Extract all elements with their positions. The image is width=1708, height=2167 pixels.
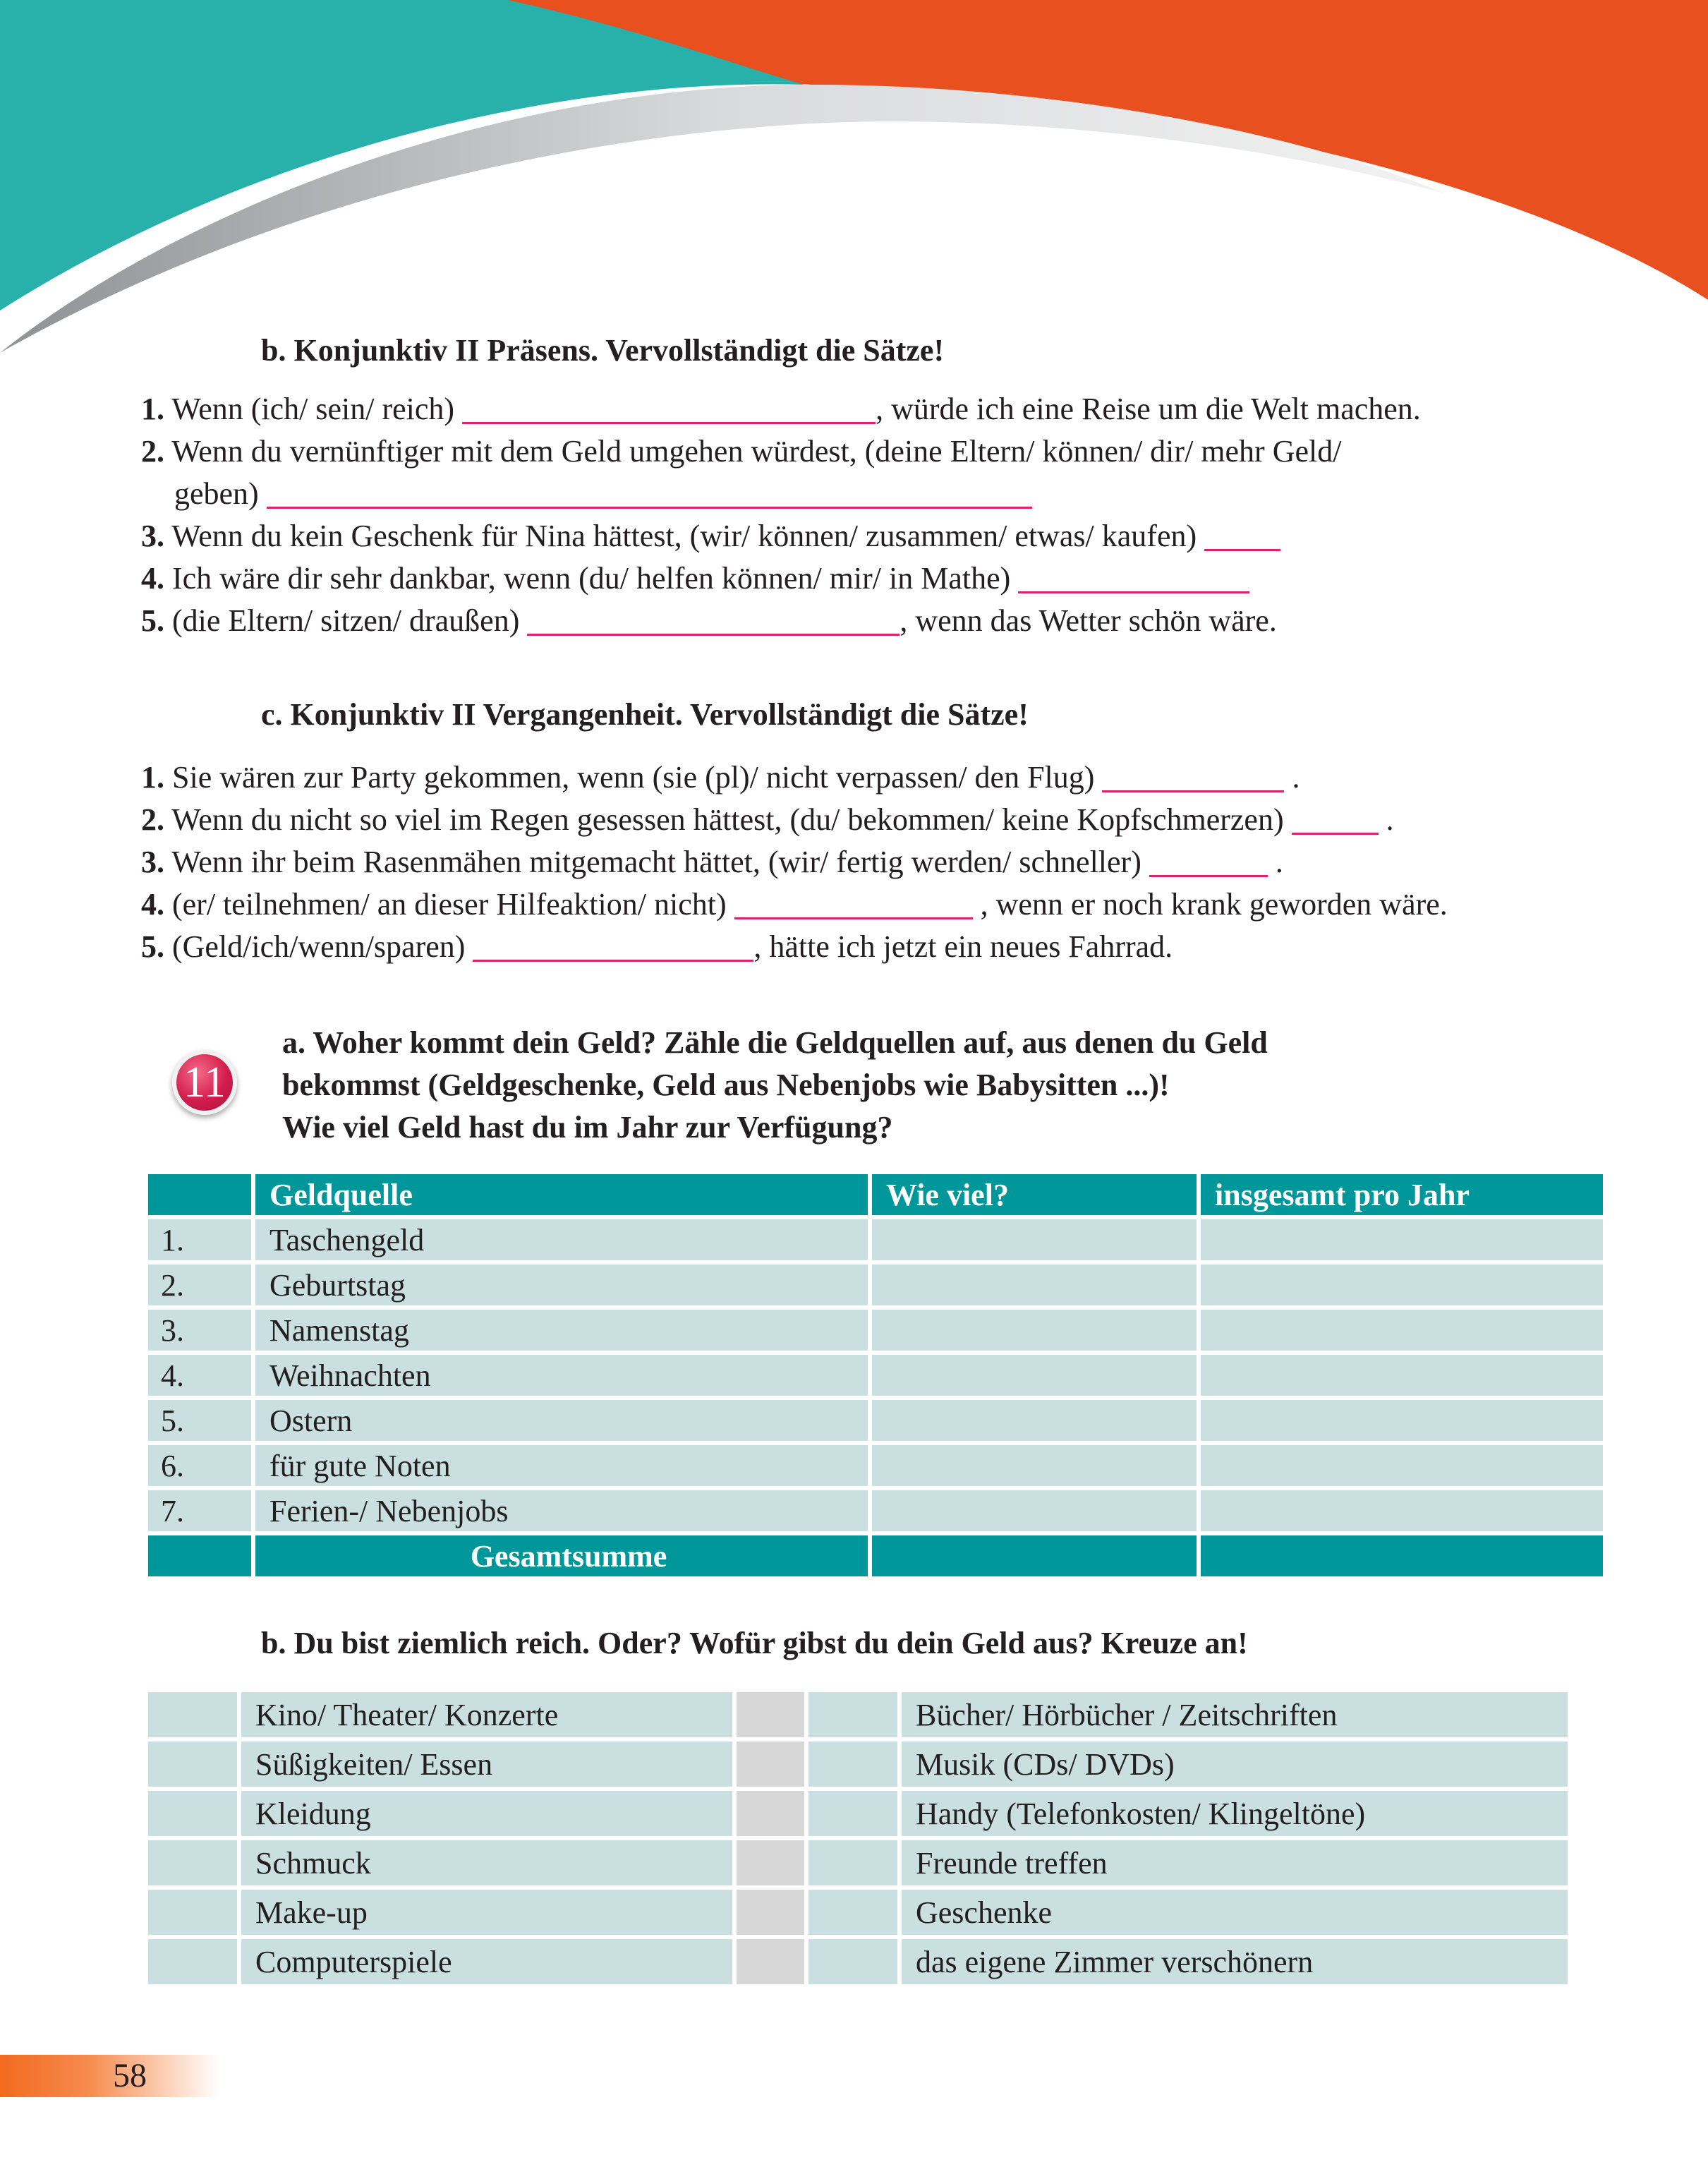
header-number <box>148 1174 251 1215</box>
exercise-c-item-1 <box>141 756 1300 799</box>
total-row <box>148 1535 1603 1576</box>
checkbox[interactable] <box>737 1939 804 1984</box>
year-total-cell[interactable] <box>1201 1310 1603 1351</box>
amount-cell[interactable] <box>872 1445 1197 1486</box>
checkbox[interactable] <box>148 1939 237 1984</box>
total-label: Gesamtsumme <box>255 1535 868 1576</box>
row-source: Ferien-/ Nebenjobs <box>255 1490 868 1531</box>
answer-blank[interactable] <box>527 600 900 636</box>
spending-option: Süßigkeiten/ Essen <box>241 1742 732 1787</box>
item-continuation: . <box>1378 802 1394 837</box>
task-number-badge: 11 <box>172 1050 237 1115</box>
checkbox[interactable] <box>808 1692 897 1737</box>
exercise-b-item-2 <box>141 430 1341 473</box>
checklist-row <box>148 1791 1568 1836</box>
row-number: 6. <box>148 1445 251 1486</box>
item-number: 4. <box>141 887 164 922</box>
checklist-row <box>148 1890 1568 1935</box>
year-total-cell[interactable] <box>1201 1219 1603 1260</box>
header-decoration <box>0 0 1708 367</box>
task-11a-instructions <box>282 1022 1268 1149</box>
spending-option: Schmuck <box>241 1840 732 1885</box>
table-header-row <box>148 1174 1603 1215</box>
total-amount-cell[interactable] <box>872 1535 1197 1576</box>
page-number: 58 <box>113 2057 147 2094</box>
checkbox[interactable] <box>148 1791 237 1836</box>
checkbox[interactable] <box>737 1692 804 1737</box>
exercise-b-item-1 <box>141 388 1421 430</box>
amount-cell[interactable] <box>872 1264 1197 1305</box>
item-prompt: (die Eltern/ sitzen/ draußen) <box>172 603 520 638</box>
exercise-c-item-4 <box>141 883 1448 926</box>
row-number: 5. <box>148 1400 251 1441</box>
year-total-cell[interactable] <box>1201 1400 1603 1441</box>
exercise-c-item-5 <box>141 926 1173 968</box>
spending-checklist <box>144 1688 1572 1988</box>
answer-blank[interactable] <box>1204 515 1280 551</box>
header-per-year: insgesamt pro Jahr <box>1201 1174 1603 1215</box>
item-prompt-cont: geben) <box>174 476 259 511</box>
spending-option: Freunde treffen <box>902 1840 1568 1885</box>
checklist-row <box>148 1742 1568 1787</box>
item-prompt: Wenn du nicht so viel im Regen gesessen hättest, (du/ bekommen/ keine Kopfschmerzen) <box>171 802 1284 837</box>
item-continuation: . <box>1267 845 1283 879</box>
item-continuation: , würde ich eine Reise um die Welt machen. <box>876 392 1421 426</box>
exercise-c-heading: c. Konjunktiv II Vergangenheit. Vervollständigt die Sätze! <box>261 697 1029 732</box>
checkbox[interactable] <box>808 1939 897 1984</box>
item-prompt: Wenn du kein Geschenk für Nina hättest, (wir/ können/ zusammen/ etwas/ kaufen) <box>171 519 1197 553</box>
total-year-cell[interactable] <box>1201 1535 1603 1576</box>
item-prompt: Wenn (ich/ sein/ reich) <box>171 392 455 426</box>
item-number: 4. <box>141 561 164 596</box>
spending-option: Musik (CDs/ DVDs) <box>902 1742 1568 1787</box>
checkbox[interactable] <box>808 1791 897 1836</box>
checkbox[interactable] <box>737 1840 804 1885</box>
item-continuation: , hätte ich jetzt ein neues Fahrrad. <box>753 929 1173 964</box>
table-row <box>148 1355 1603 1396</box>
instruction-line: a. Woher kommt dein Geld? Zähle die Geldquellen auf, aus denen du Geld <box>282 1025 1268 1060</box>
header-amount: Wie viel? <box>872 1174 1197 1215</box>
table-row <box>148 1490 1603 1531</box>
row-source: für gute Noten <box>255 1445 868 1486</box>
year-total-cell[interactable] <box>1201 1445 1603 1486</box>
spending-option: Geschenke <box>902 1890 1568 1935</box>
item-number: 2. <box>141 434 164 469</box>
money-sources-table <box>144 1170 1607 1581</box>
item-number: 3. <box>141 845 164 879</box>
checkbox[interactable] <box>808 1890 897 1935</box>
answer-blank[interactable] <box>267 473 1032 509</box>
item-prompt: Wenn ihr beim Rasenmähen mitgemacht hättet, (wir/ fertig werden/ schneller) <box>171 845 1141 879</box>
spending-option: Kino/ Theater/ Konzerte <box>241 1692 732 1737</box>
checkbox[interactable] <box>148 1742 237 1787</box>
answer-blank[interactable] <box>734 883 973 919</box>
table-row <box>148 1264 1603 1305</box>
answer-blank[interactable] <box>1018 557 1249 593</box>
amount-cell[interactable] <box>872 1219 1197 1260</box>
spending-option: Make-up <box>241 1890 732 1935</box>
year-total-cell[interactable] <box>1201 1264 1603 1305</box>
page-number-tab <box>0 2055 219 2097</box>
row-source: Ostern <box>255 1400 868 1441</box>
item-continuation: , wenn er noch krank geworden wäre. <box>972 887 1448 922</box>
table-row <box>148 1310 1603 1351</box>
item-continuation: . <box>1284 760 1300 795</box>
checklist-row <box>148 1939 1568 1984</box>
answer-blank[interactable] <box>462 388 876 424</box>
item-number: 2. <box>141 802 164 837</box>
row-number: 4. <box>148 1355 251 1396</box>
table-row <box>148 1400 1603 1441</box>
item-number: 3. <box>141 519 164 553</box>
year-total-cell[interactable] <box>1201 1355 1603 1396</box>
answer-blank[interactable] <box>1292 799 1379 835</box>
spending-option: Kleidung <box>241 1791 732 1836</box>
exercise-b-item-4 <box>141 557 1249 600</box>
answer-blank[interactable] <box>1102 756 1284 792</box>
instruction-line: bekommst (Geldgeschenke, Geld aus Nebenjobs wie Babysitten ...)! <box>282 1068 1170 1102</box>
checkbox[interactable] <box>148 1692 237 1737</box>
checkbox[interactable] <box>148 1890 237 1935</box>
amount-cell[interactable] <box>872 1355 1197 1396</box>
item-number: 5. <box>141 929 164 964</box>
instruction-line: Wie viel Geld hast du im Jahr zur Verfügung? <box>282 1110 893 1145</box>
answer-blank[interactable] <box>1149 841 1268 877</box>
item-number: 5. <box>141 603 164 638</box>
item-prompt: Wenn du vernünftiger mit dem Geld umgehen würdest, (deine Eltern/ können/ dir/ mehr Geld/ <box>171 434 1342 469</box>
checkbox[interactable] <box>808 1840 897 1885</box>
amount-cell[interactable] <box>872 1490 1197 1531</box>
amount-cell[interactable] <box>872 1310 1197 1351</box>
exercise-c-item-2 <box>141 799 1394 841</box>
total-spacer <box>148 1535 251 1576</box>
checkbox[interactable] <box>148 1840 237 1885</box>
checkbox[interactable] <box>737 1791 804 1836</box>
row-number: 7. <box>148 1490 251 1531</box>
checkbox[interactable] <box>737 1890 804 1935</box>
item-prompt: Ich wäre dir sehr dankbar, wenn (du/ helfen können/ mir/ in Mathe) <box>172 561 1011 596</box>
row-source: Namenstag <box>255 1310 868 1351</box>
spending-option: Handy (Telefonkosten/ Klingeltöne) <box>902 1791 1568 1836</box>
task-11b-heading: b. Du bist ziemlich reich. Oder? Wofür gibst du dein Geld aus? Kreuze an! <box>261 1626 1248 1660</box>
exercise-b-heading: b. Konjunktiv II Präsens. Vervollständigt die Sätze! <box>261 333 945 368</box>
amount-cell[interactable] <box>872 1400 1197 1441</box>
spending-option: das eigene Zimmer verschönern <box>902 1939 1568 1984</box>
spending-option: Bücher/ Hörbücher / Zeitschriften <box>902 1692 1568 1737</box>
item-prompt: (er/ teilnehmen/ an dieser Hilfeaktion/ nicht) <box>172 887 727 922</box>
exercise-b-item-3 <box>141 515 1280 557</box>
row-source: Weihnachten <box>255 1355 868 1396</box>
exercise-b-item-2-cont <box>174 473 1032 515</box>
item-prompt: Sie wären zur Party gekommen, wenn (sie (pl)/ nicht verpassen/ den Flug) <box>172 760 1095 795</box>
item-number: 1. <box>141 392 164 426</box>
row-source: Taschengeld <box>255 1219 868 1260</box>
checkbox[interactable] <box>808 1742 897 1787</box>
answer-blank[interactable] <box>473 926 753 962</box>
item-prompt: (Geld/ich/wenn/sparen) <box>172 929 466 964</box>
checklist-row <box>148 1692 1568 1737</box>
checklist-row <box>148 1840 1568 1885</box>
header-source: Geldquelle <box>255 1174 868 1215</box>
spending-option: Computerspiele <box>241 1939 732 1984</box>
row-number: 1. <box>148 1219 251 1260</box>
year-total-cell[interactable] <box>1201 1490 1603 1531</box>
exercise-c-item-3 <box>141 841 1283 883</box>
row-number: 2. <box>148 1264 251 1305</box>
checkbox[interactable] <box>737 1742 804 1787</box>
row-number: 3. <box>148 1310 251 1351</box>
item-number: 1. <box>141 760 164 795</box>
item-continuation: , wenn das Wetter schön wäre. <box>900 603 1277 638</box>
exercise-b-item-5 <box>141 600 1277 642</box>
table-row <box>148 1445 1603 1486</box>
row-source: Geburtstag <box>255 1264 868 1305</box>
table-row <box>148 1219 1603 1260</box>
